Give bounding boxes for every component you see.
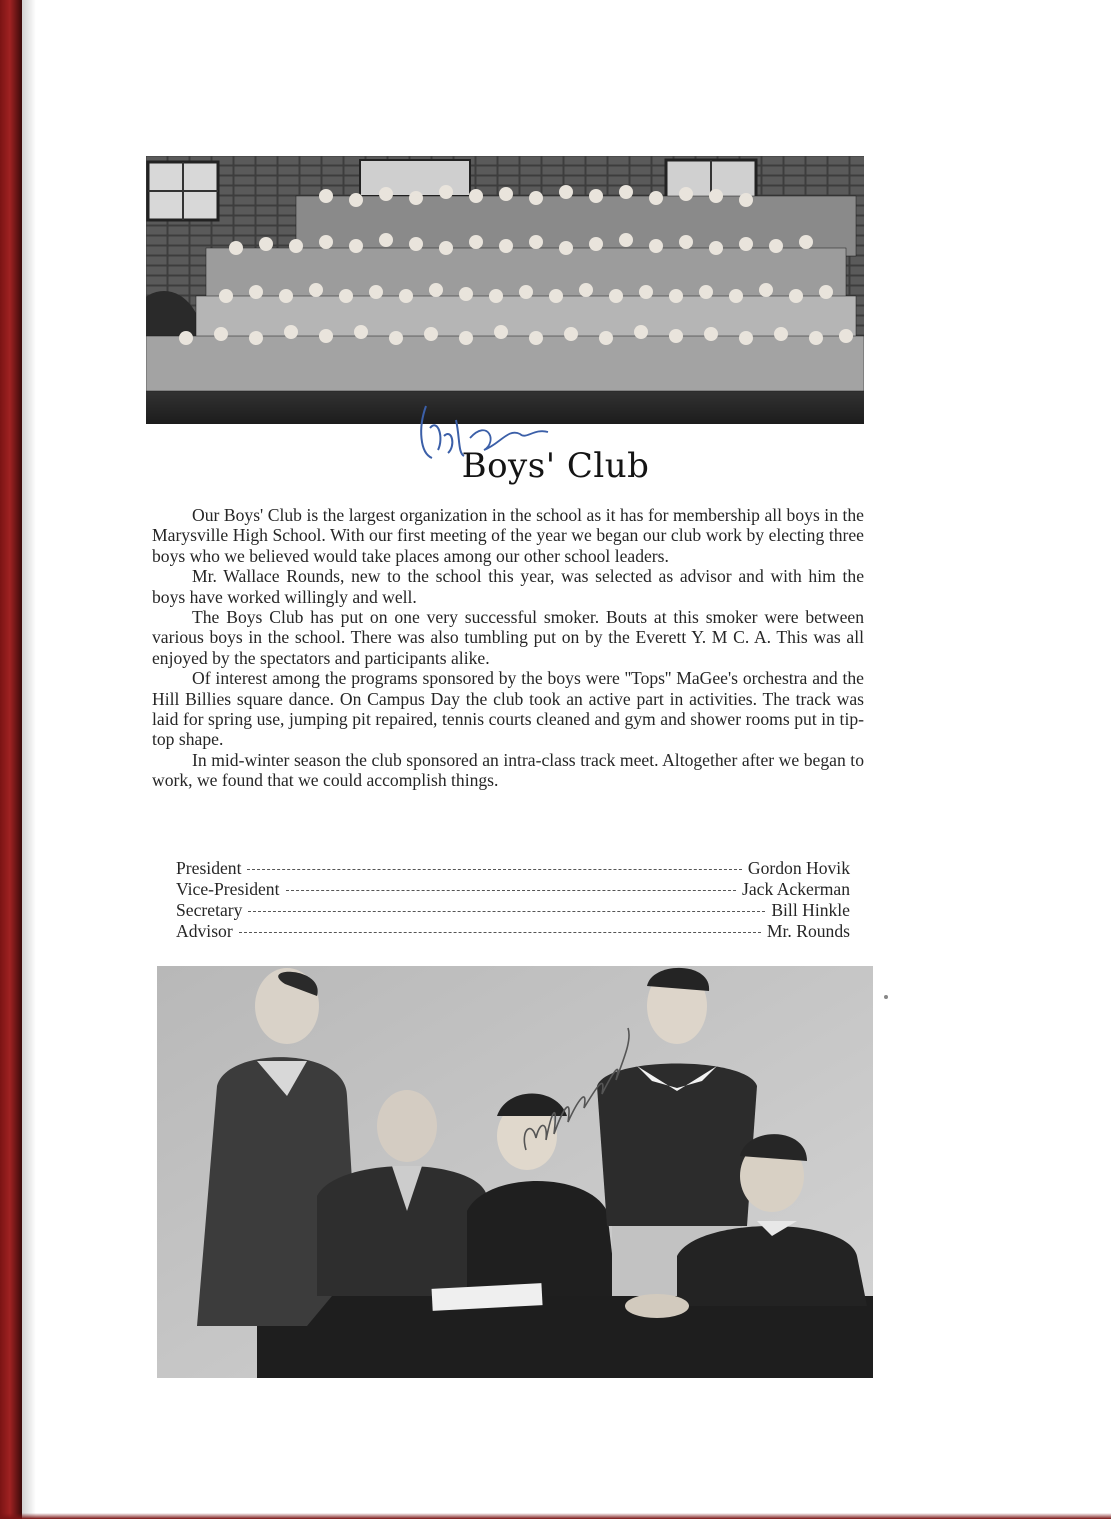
officer-role: President bbox=[176, 858, 242, 878]
officer-name: Mr. Rounds bbox=[766, 921, 850, 941]
dust-speck bbox=[884, 995, 888, 999]
officer-role: Secretary bbox=[176, 900, 243, 920]
leader-dashes bbox=[248, 911, 765, 912]
paragraph: Mr. Wallace Rounds, new to the school this year, was selected as advisor and with him the boys have worked willingly and well. bbox=[152, 566, 864, 607]
officer-row bbox=[176, 921, 850, 942]
paragraph: Our Boys' Club is the largest organization in the school as it has for membership all boys in the Marysville High School. With our first meeting of the year we began our club work by electing three boys who we believed would take places among our other school leaders. bbox=[152, 505, 864, 566]
book-bottom-edge bbox=[0, 1513, 1111, 1519]
officer-row bbox=[176, 900, 850, 921]
officer-name: Jack Ackerman bbox=[742, 879, 850, 899]
page-gutter-shadow bbox=[22, 0, 36, 1519]
paragraph: Of interest among the programs sponsored by the boys were ''Tops'' MaGee's orchestra and the Hill Billies square dance. On Campus Day the club took an active part in activities. The track was laid for spring use, jumping pit repaired, tennis courts cleaned and gym and shower rooms put in tip-top shape. bbox=[152, 668, 864, 750]
officer-name: Bill Hinkle bbox=[771, 900, 850, 920]
book-binding-edge bbox=[0, 0, 22, 1519]
officer-role: Advisor bbox=[176, 921, 233, 941]
leader-dashes bbox=[247, 869, 741, 870]
group-photo bbox=[146, 156, 864, 424]
officer-role: Vice-President bbox=[176, 879, 280, 899]
officer-row bbox=[176, 858, 850, 879]
article-body bbox=[152, 505, 864, 791]
officers-list bbox=[176, 858, 850, 942]
officer-name: Gordon Hovik bbox=[747, 858, 850, 878]
paragraph: The Boys Club has put on one very successful smoker. Bouts at this smoker were between various boys in the school. There was also tumbling put on by the Everett Y. M C. A. This was all enjoyed by the spectators and participants alike. bbox=[152, 607, 864, 668]
paragraph: In mid-winter season the club sponsored an intra-class track meet. Altogether after we began to work, we found that we could accomplish things. bbox=[152, 749, 864, 791]
leader-dashes bbox=[239, 932, 761, 933]
leader-dashes bbox=[286, 890, 737, 891]
officer-row bbox=[176, 879, 850, 900]
page-title: Boys' Club bbox=[461, 446, 650, 486]
officers-photo bbox=[157, 966, 873, 1378]
